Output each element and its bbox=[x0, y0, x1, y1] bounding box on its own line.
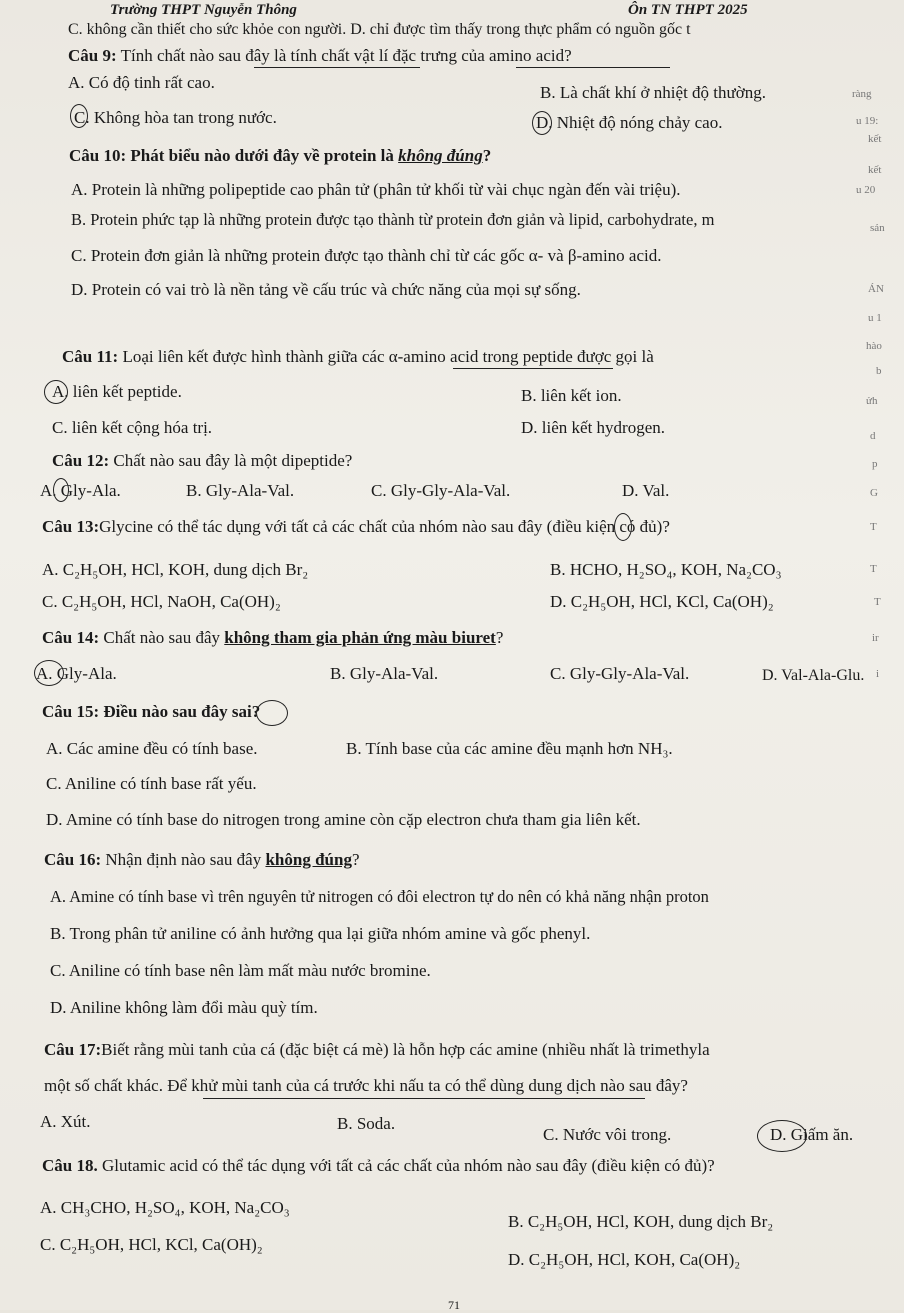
q10-text-post: ? bbox=[482, 146, 492, 165]
q18-text: Glutamic acid có thể tác dụng với tất cả các chất của nhóm nào sau đây (điều kiện có đủ)? bbox=[97, 1156, 715, 1175]
pen-circle-answer bbox=[70, 104, 88, 128]
margin-fragment: ir bbox=[872, 632, 879, 644]
q11-option-a: A. liên kết peptide. bbox=[52, 382, 182, 401]
question-17 bbox=[44, 1040, 710, 1060]
q11-option-c: C. liên kết cộng hóa trị. bbox=[52, 418, 213, 437]
margin-fragment: G bbox=[870, 487, 878, 499]
q13-option-d: D. C₂H₅OH, HCl, KCl, Ca(OH)₂ bbox=[550, 592, 774, 611]
pen-underline bbox=[516, 67, 670, 68]
q10-option-c: C. Protein đơn giản là những protein được tạo thành chỉ từ các gốc α- và β-amino acid. bbox=[71, 246, 662, 265]
question-12 bbox=[52, 451, 352, 471]
question-13 bbox=[42, 517, 670, 537]
q18-option-a: A. CH₃CHO, H₂SO₄, KOH, Na₂CO₃ bbox=[40, 1198, 290, 1217]
question-10 bbox=[69, 146, 491, 166]
q14-label: Câu 14: bbox=[42, 628, 100, 647]
margin-fragment: u 19: bbox=[856, 115, 879, 127]
q9-text: Tính chất nào sau đây là tính chất vật lí đặc trưng của amino acid? bbox=[116, 46, 572, 65]
margin-fragment: T bbox=[874, 596, 881, 608]
pen-underline bbox=[203, 1098, 645, 1099]
q18-option-c: C. C₂H₅OH, HCl, KCl, Ca(OH)₂ bbox=[40, 1235, 263, 1254]
q14-text-emphasis: không tham gia phản ứng màu biuret bbox=[224, 628, 496, 647]
q9-option-b: B. Là chất khí ở nhiệt độ thường. bbox=[540, 83, 766, 102]
question-14 bbox=[42, 628, 503, 648]
q11-option-d: D. liên kết hydrogen. bbox=[521, 418, 665, 437]
q17-option-d: D. Giấm ăn. bbox=[770, 1125, 854, 1144]
q17-label: Câu 17: bbox=[44, 1040, 102, 1059]
q17-option-a: A. Xút. bbox=[40, 1112, 91, 1131]
q12-option-d: D. Val. bbox=[622, 481, 670, 500]
q11-option-b: B. liên kết ion. bbox=[521, 386, 622, 405]
q14-text-post: ? bbox=[495, 628, 504, 647]
q12-option-b: B. Gly-Ala-Val. bbox=[186, 481, 295, 500]
margin-fragment: T bbox=[870, 521, 877, 533]
q18-option-d: D. C₂H₅OH, HCl, KOH, Ca(OH)₂ bbox=[508, 1250, 741, 1269]
question-9 bbox=[68, 46, 572, 66]
q11-label: Câu 11: bbox=[62, 347, 119, 366]
q17-option-b: B. Soda. bbox=[337, 1114, 396, 1133]
exam-title: Ôn TN THPT 2025 bbox=[628, 2, 748, 18]
q16-text-emphasis: không đúng bbox=[265, 850, 352, 869]
margin-fragment: hào bbox=[866, 340, 882, 352]
pen-circle-answer bbox=[532, 111, 552, 135]
pen-circle-answer bbox=[44, 380, 68, 404]
q13-option-c: C. C₂H₅OH, HCl, NaOH, Ca(OH)₂ bbox=[42, 592, 281, 611]
q14-option-d: D. Val-Ala-Glu. bbox=[762, 667, 865, 684]
q18-option-b: B. C₂H₅OH, HCl, KOH, dung dịch Br₂ bbox=[508, 1212, 774, 1231]
pen-circle-answer bbox=[34, 660, 64, 686]
q10-text-emphasis: không đúng bbox=[398, 146, 483, 165]
q15-label: Câu 15: bbox=[42, 702, 100, 721]
margin-fragment: ửh bbox=[866, 395, 878, 407]
q10-option-b: B. Protein phức tạp là những protein được tạo thành từ protein đơn giản và lipid, carbohydrate, m bbox=[71, 210, 715, 229]
q13-label: Câu 13: bbox=[42, 517, 100, 536]
q16-label: Câu 16: bbox=[44, 850, 102, 869]
q15-option-c: C. Aniline có tính base rất yếu. bbox=[46, 774, 257, 793]
question-18 bbox=[42, 1156, 715, 1176]
margin-fragment: sản bbox=[870, 222, 885, 234]
q14-option-c: C. Gly-Gly-Ala-Val. bbox=[550, 664, 690, 683]
margin-fragment: i bbox=[876, 668, 880, 680]
pen-circle-answer bbox=[757, 1120, 807, 1152]
margin-fragment: kết bbox=[868, 133, 882, 145]
pen-circle-answer bbox=[53, 478, 69, 502]
margin-fragment: T bbox=[870, 563, 877, 575]
q9-option-a: A. Có độ tinh rất cao. bbox=[68, 73, 215, 92]
q10-option-a: A. Protein là những polipeptide cao phân tử (phân tử khối từ vài chục ngàn đến vài triệu). bbox=[71, 180, 681, 199]
q12-text: Chất nào sau đây là một dipeptide? bbox=[109, 451, 353, 470]
pen-underline bbox=[254, 67, 420, 68]
page-number: 71 bbox=[448, 1298, 460, 1312]
margin-fragment: u 20 bbox=[856, 184, 876, 196]
q15-text: Điều nào sau đây sai? bbox=[99, 702, 261, 721]
q14-text-pre: Chất nào sau đây bbox=[99, 628, 225, 647]
q13-option-a: A. C₂H₅OH, HCl, KOH, dung dịch Br₂ bbox=[42, 560, 309, 579]
q14-option-a: A. Gly-Ala. bbox=[36, 664, 117, 683]
q16-option-d: D. Aniline không làm đổi màu quỳ tím. bbox=[50, 998, 318, 1017]
q15-option-a: A. Các amine đều có tính base. bbox=[46, 739, 258, 758]
q16-option-a: A. Amine có tính base vì trên nguyên tử nitrogen có đôi electron tự do nên có khả năng nhận proton bbox=[50, 887, 709, 906]
margin-fragment: u 1 bbox=[868, 312, 882, 324]
q18-label: Câu 18. bbox=[42, 1156, 98, 1175]
q12-label: Câu 12: bbox=[52, 451, 110, 470]
q9-label: Câu 9: bbox=[68, 46, 117, 65]
q12-option-a: A. Gly-Ala. bbox=[40, 481, 121, 500]
q16-text-post: ? bbox=[351, 850, 360, 869]
margin-fragment: ràng bbox=[852, 88, 872, 100]
q17-option-c: C. Nước vôi trong. bbox=[543, 1125, 672, 1144]
q10-text-pre: Phát biểu nào dưới đây về protein là bbox=[126, 146, 399, 165]
q12-option-c: C. Gly-Gly-Ala-Val. bbox=[371, 481, 511, 500]
pen-underline bbox=[453, 368, 613, 369]
margin-fragment: kết bbox=[868, 164, 882, 176]
q16-text-pre: Nhận định nào sau đây bbox=[101, 850, 266, 869]
q11-text: Loại liên kết được hình thành giữa các α-amino acid trong peptide được gọi là bbox=[118, 347, 654, 366]
q10-option-d: D. Protein có vai trò là nền tảng về cấu trúc và chức năng của mọi sự sống. bbox=[71, 280, 581, 299]
margin-fragment: p bbox=[872, 458, 878, 470]
school-name: Trường THPT Nguyễn Thông bbox=[110, 2, 297, 18]
margin-fragment: b bbox=[876, 365, 882, 377]
q17-text: Biết rằng mùi tanh của cá (đặc biệt cá mè) là hỗn hợp các amine (nhiều nhất là trimethyla bbox=[101, 1040, 710, 1059]
q13-text: Glycine có thể tác dụng với tất cả các chất của nhóm nào sau đây (điều kiện có đủ)? bbox=[99, 517, 670, 536]
q16-option-b: B. Trong phân tử aniline có ảnh hưởng qua lại giữa nhóm amine và gốc phenyl. bbox=[50, 924, 591, 943]
q13-option-b: B. HCHO, H₂SO₄, KOH, Na₂CO₃ bbox=[550, 560, 782, 579]
q9-option-d: D. Nhiệt độ nóng chảy cao. bbox=[536, 113, 723, 132]
question-15 bbox=[42, 702, 260, 722]
pen-circle-mark bbox=[614, 513, 632, 541]
q9-option-c: C. Không hòa tan trong nước. bbox=[74, 108, 277, 127]
q15-option-d: D. Amine có tính base do nitrogen trong amine còn cặp electron chưa tham gia liên kết. bbox=[46, 810, 641, 829]
q16-option-c: C. Aniline có tính base nên làm mất màu nước bromine. bbox=[50, 961, 431, 980]
question-16 bbox=[44, 850, 360, 870]
q14-option-b: B. Gly-Ala-Val. bbox=[330, 664, 439, 683]
q15-option-b: B. Tính base của các amine đều mạnh hơn NH₃. bbox=[346, 739, 673, 758]
margin-fragment: d bbox=[870, 430, 876, 442]
pen-circle-answer bbox=[256, 700, 288, 726]
margin-fragment: ÁN bbox=[868, 283, 884, 295]
question-11 bbox=[62, 347, 654, 367]
q17-text-line2: một số chất khác. Để khử mùi tanh của cá trước khi nấu ta có thể dùng dung dịch nào sau đây? bbox=[44, 1076, 688, 1095]
q10-label: Câu 10: bbox=[69, 146, 127, 165]
q8-continuation: C. không cần thiết cho sức khỏe con người. D. chỉ được tìm thấy trong thực phẩm có nguồn gốc t bbox=[68, 21, 691, 38]
